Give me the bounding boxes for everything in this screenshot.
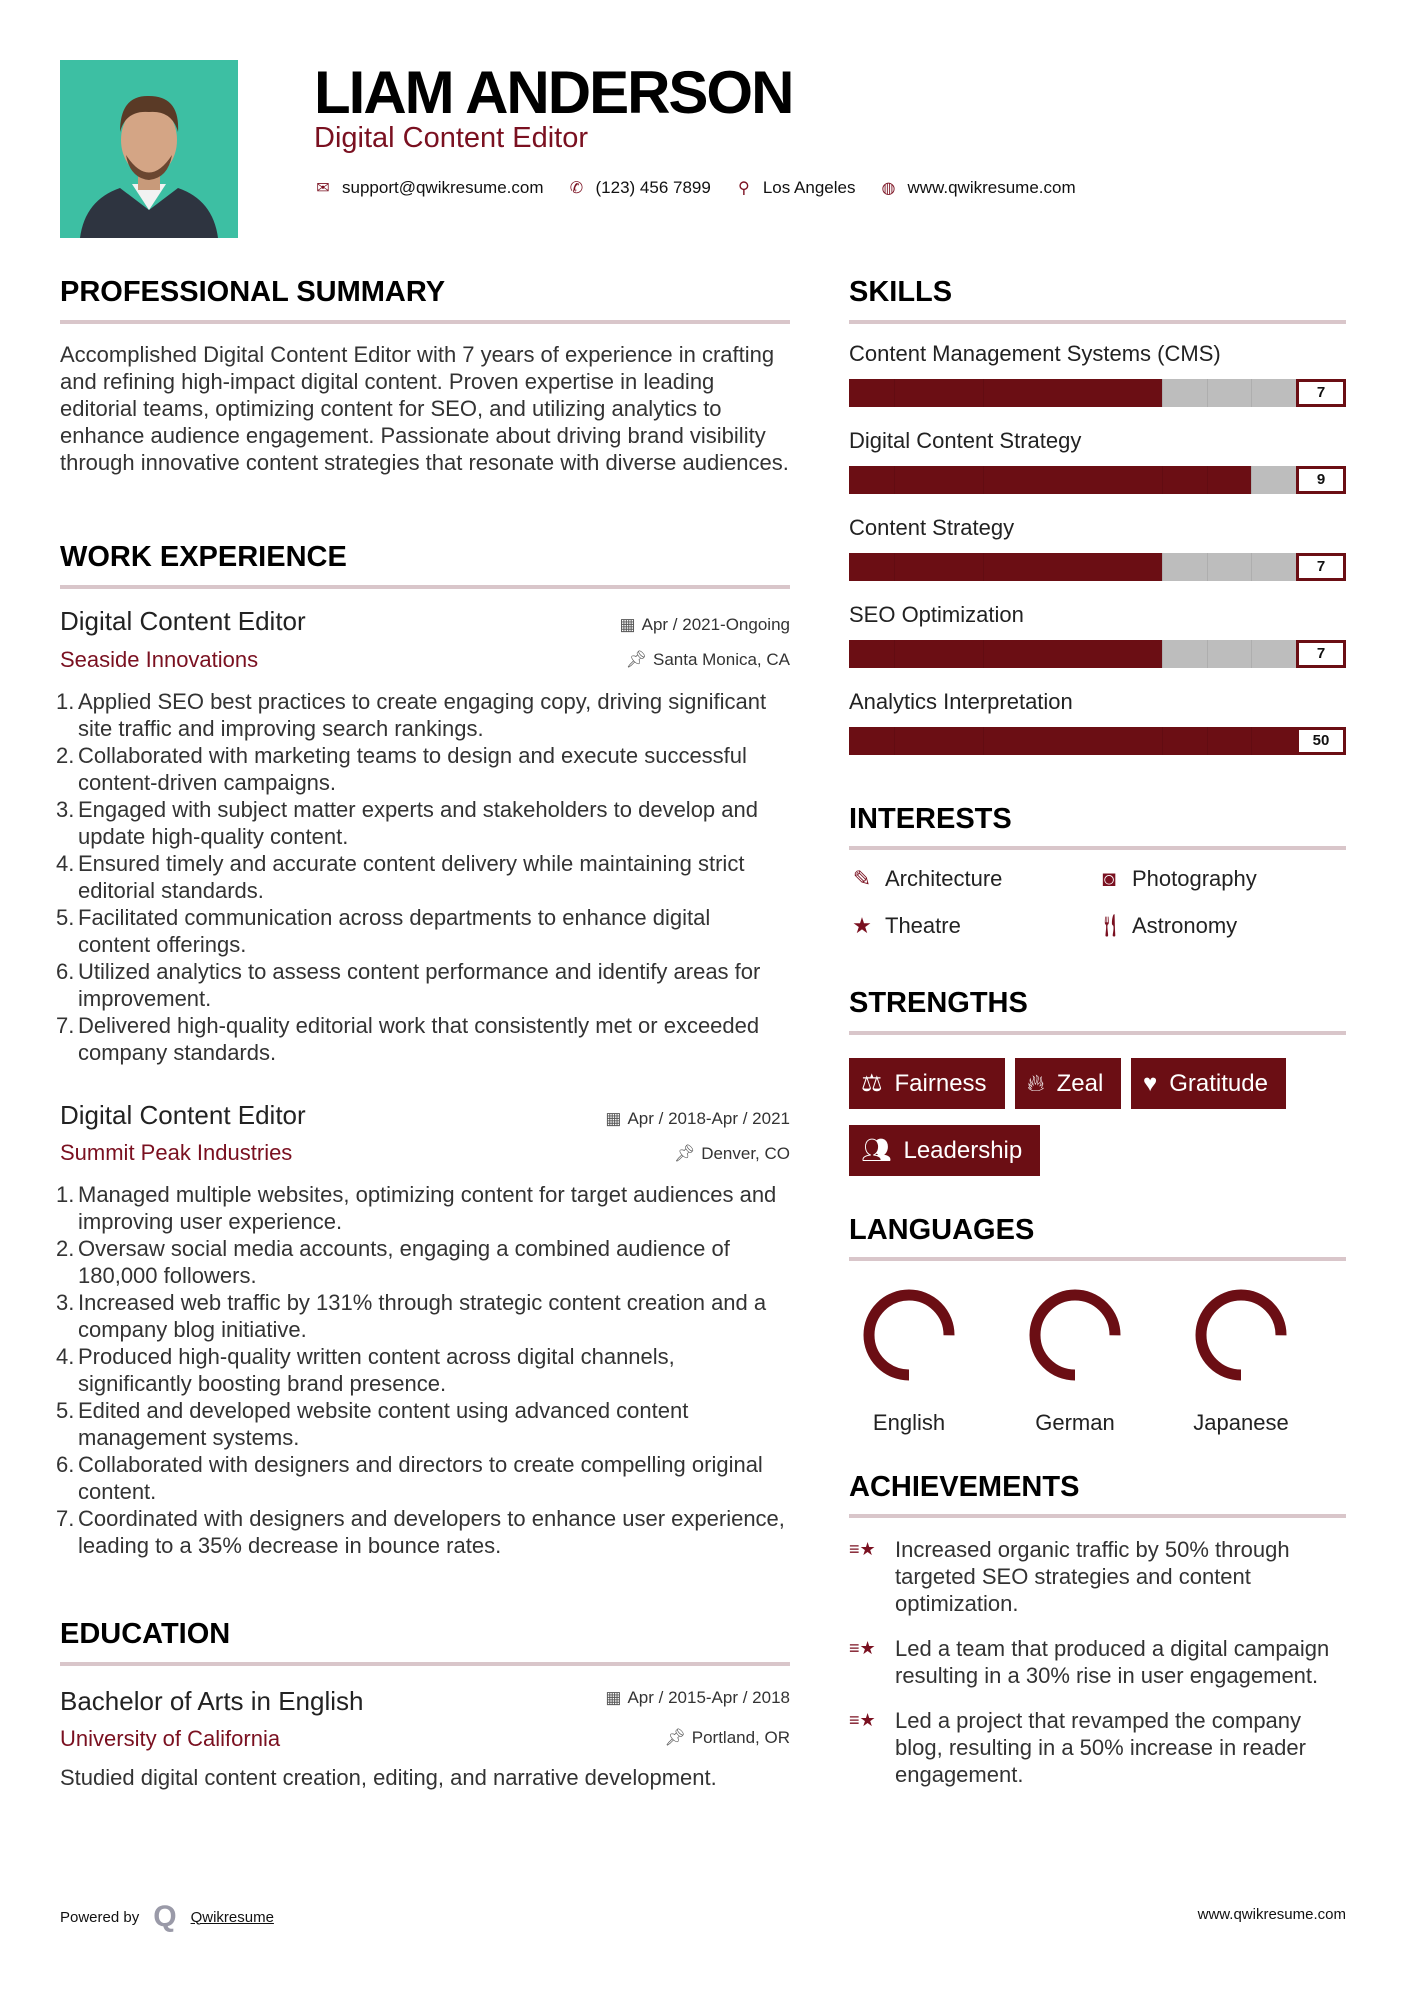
summary-heading: PROFESSIONAL SUMMARY xyxy=(60,276,446,308)
skill-track xyxy=(849,553,1296,581)
achievement-text: Led a team that produced a digital campaign resulting in a 30% rise in user engagement. xyxy=(895,1636,1330,1688)
item-number: 6. xyxy=(56,1452,75,1477)
skill-item xyxy=(849,602,1346,689)
item-text: Facilitated communication across departments to enhance digital content offerings. xyxy=(78,905,711,957)
job-responsibilities xyxy=(56,1181,790,1559)
responsibility-item xyxy=(56,1235,790,1289)
education-date xyxy=(605,1688,790,1708)
candidate-name: LIAM ANDERSON xyxy=(314,59,793,126)
contact-website[interactable]: www.qwikresume.com xyxy=(907,178,1076,197)
skill-segment xyxy=(1162,379,1163,407)
skill-track xyxy=(849,727,1296,755)
utensils-icon: 🍴︎ xyxy=(1096,913,1124,938)
skill-segment xyxy=(1207,379,1208,407)
item-text: Collaborated with marketing teams to design and execute successful content-driven campaigns. xyxy=(78,743,747,795)
job-date xyxy=(620,615,790,635)
job-responsibilities xyxy=(56,688,780,1066)
divider xyxy=(849,1514,1346,1518)
language-item xyxy=(839,1285,979,1436)
interest-item xyxy=(1096,913,1237,939)
skill-bar xyxy=(849,466,1346,494)
language-level-ring xyxy=(1191,1285,1291,1385)
achievement-text: Led a project that revamped the company blog, resulting in a 50% increase in reader engagement. xyxy=(895,1708,1306,1787)
language-name: English xyxy=(872,1410,946,1435)
experience-heading: WORK EXPERIENCE xyxy=(60,541,347,573)
language-name: German xyxy=(1035,1410,1115,1435)
skill-track xyxy=(849,466,1296,494)
interest-label: Photography xyxy=(1132,866,1257,891)
responsibility-item xyxy=(56,1397,790,1451)
language-item xyxy=(1171,1285,1311,1436)
job-role: Digital Content Editor xyxy=(60,1100,306,1130)
skill-value: 9 xyxy=(1296,466,1346,494)
responsibility-item xyxy=(56,1451,790,1505)
skill-segment xyxy=(983,466,984,494)
skill-segment xyxy=(894,379,895,407)
item-text: Coordinated with designers and developers to enhance user experience, leading to a 35% decrease in bounce rates. xyxy=(78,1506,785,1558)
footer-powered xyxy=(60,1900,274,1934)
job-company: Summit Peak Industries xyxy=(60,1140,293,1165)
achievement-item xyxy=(849,1536,1346,1617)
divider xyxy=(60,320,790,324)
language-item xyxy=(1005,1285,1145,1436)
globe-icon: ◍ xyxy=(881,180,896,197)
contact-row xyxy=(314,178,1090,198)
skill-track xyxy=(849,640,1296,668)
responsibility-item xyxy=(56,1343,790,1397)
language-level-ring xyxy=(1025,1285,1125,1385)
strength-label: Leadership xyxy=(903,1136,1023,1164)
job-location-text: Denver, CO xyxy=(701,1144,790,1163)
skill-fill xyxy=(849,466,1251,494)
skill-value: 7 xyxy=(1296,640,1346,668)
item-number: 2. xyxy=(56,1236,75,1261)
responsibility-item xyxy=(56,742,780,796)
skill-value: 50 xyxy=(1296,727,1346,755)
language-name: Japanese xyxy=(1193,1410,1289,1435)
item-number: 1. xyxy=(56,689,75,714)
skill-segment xyxy=(894,727,895,755)
interest-item xyxy=(1096,866,1257,892)
skill-bar xyxy=(849,640,1346,668)
item-text: Produced high-quality written content across digital channels, significantly boosting brand presence. xyxy=(78,1344,675,1396)
skill-segment xyxy=(1207,727,1208,755)
item-text: Ensured timely and accurate content delivery while maintaining strict editorial standards. xyxy=(78,851,745,903)
strength-badge xyxy=(1131,1058,1286,1109)
interest-item xyxy=(849,913,961,939)
envelope-icon: ✉ xyxy=(316,180,330,197)
skill-segment xyxy=(1207,640,1208,668)
achievement-item xyxy=(849,1635,1346,1689)
job-date-text: Apr / 2018-Apr / 2021 xyxy=(627,1109,790,1128)
divider xyxy=(849,320,1346,324)
language-level-ring xyxy=(859,1285,959,1385)
summary-text: Accomplished Digital Content Editor with 7 years of experience in crafting and refining high-impact digital content. Proven expertise in leading editorial teams, optimizing content for SEO, and utilizing analytics to enhance audience engagement. Passionate about driving brand visibility through innovative content strategies that resonate with diverse audiences. xyxy=(60,342,789,475)
skill-segment xyxy=(983,727,984,755)
interest-label: Theatre xyxy=(885,913,961,938)
pin-icon: 📌︎ xyxy=(664,1728,686,1747)
responsibility-item xyxy=(56,796,780,850)
skill-fill xyxy=(849,727,1296,755)
skill-bar xyxy=(849,379,1346,407)
camera-icon: ◙ xyxy=(1102,866,1116,891)
interest-label: Architecture xyxy=(885,866,1003,891)
calendar-icon: ▦ xyxy=(605,1109,622,1128)
skill-segment xyxy=(1207,553,1208,581)
responsibility-item xyxy=(56,850,780,904)
skill-segment xyxy=(1251,640,1252,668)
strength-label: Gratitude xyxy=(1169,1069,1268,1097)
education-location-text: Portland, OR xyxy=(691,1728,790,1747)
skill-segment xyxy=(1251,727,1252,755)
heart-icon: ♥ xyxy=(1143,1069,1158,1097)
skill-item xyxy=(849,515,1346,602)
languages-list xyxy=(839,1285,1311,1436)
achievements-heading: ACHIEVEMENTS xyxy=(849,1471,1080,1503)
divider xyxy=(60,585,790,589)
job-date-text: Apr / 2021-Ongoing xyxy=(641,615,790,634)
strength-label: Fairness xyxy=(894,1069,987,1097)
item-number: 4. xyxy=(56,851,75,876)
education-date-text: Apr / 2015-Apr / 2018 xyxy=(627,1688,790,1707)
skill-item xyxy=(849,341,1346,428)
qwikresume-logo-icon: Q xyxy=(153,1900,177,1933)
item-text: Managed multiple websites, optimizing content for target audiences and improving user experience. xyxy=(78,1182,777,1234)
skill-track xyxy=(849,379,1296,407)
skill-value: 7 xyxy=(1296,553,1346,581)
skill-segment xyxy=(1207,466,1208,494)
item-number: 2. xyxy=(56,743,75,768)
pin-icon: 📌︎ xyxy=(673,1144,696,1163)
shooting-star-icon: ≡★ xyxy=(849,1710,876,1730)
item-text: Collaborated with designers and directors to create compelling original content. xyxy=(78,1452,763,1504)
calendar-icon: ▦ xyxy=(605,1688,622,1707)
job-date xyxy=(605,1109,790,1129)
skill-segment xyxy=(894,553,895,581)
divider xyxy=(849,1031,1346,1035)
skill-segment xyxy=(1251,553,1252,581)
degree: Bachelor of Arts in English xyxy=(60,1686,364,1716)
item-number: 4. xyxy=(56,1344,75,1369)
skill-name: Content Strategy xyxy=(849,515,1015,540)
education-heading: EDUCATION xyxy=(60,1618,231,1650)
star-icon: ★ xyxy=(852,913,872,938)
skill-segment xyxy=(983,553,984,581)
ruler-icon: ✎ xyxy=(852,866,872,891)
education-description: Studied digital content creation, editing, and narrative development. xyxy=(60,1765,717,1790)
strength-label: Zeal xyxy=(1056,1069,1104,1097)
profile-photo xyxy=(60,60,238,238)
skill-fill xyxy=(849,640,1162,668)
item-number: 5. xyxy=(56,1398,75,1423)
skill-segment xyxy=(983,640,984,668)
skill-fill xyxy=(849,379,1162,407)
calendar-icon: ▦ xyxy=(619,615,636,634)
skill-name: Content Management Systems (CMS) xyxy=(849,341,1221,366)
skill-name: Analytics Interpretation xyxy=(849,689,1073,714)
skill-name: SEO Optimization xyxy=(849,602,1024,627)
skill-item xyxy=(849,428,1346,515)
skill-segment xyxy=(1162,640,1163,668)
job-location xyxy=(674,1144,790,1164)
interests-heading: INTERESTS xyxy=(849,803,1012,835)
skill-bar xyxy=(849,727,1346,755)
skill-segment xyxy=(1251,379,1252,407)
skill-name: Digital Content Strategy xyxy=(849,428,1082,453)
skill-segment xyxy=(983,379,984,407)
skill-segment xyxy=(1162,553,1163,581)
users-icon: 👥︎ xyxy=(861,1137,892,1164)
shooting-star-icon: ≡★ xyxy=(849,1638,876,1658)
skill-segment xyxy=(1251,466,1252,494)
item-text: Increased web traffic by 131% through strategic content creation and a company blog initiative. xyxy=(78,1290,767,1342)
item-number: 1. xyxy=(56,1182,75,1207)
map-pin-icon: ⚲ xyxy=(737,180,750,197)
achievement-item xyxy=(849,1707,1346,1788)
footer-website[interactable]: www.qwikresume.com xyxy=(1197,1906,1346,1923)
responsibility-item xyxy=(56,1181,790,1235)
item-text: Applied SEO best practices to create engaging copy, driving significant site traffic and improving search rankings. xyxy=(78,689,767,741)
responsibility-item xyxy=(56,958,780,1012)
job-location-text: Santa Monica, CA xyxy=(652,650,790,669)
item-number: 6. xyxy=(56,959,75,984)
brand-link[interactable]: Qwikresume xyxy=(190,1908,274,1926)
achievement-text: Increased organic traffic by 50% through targeted SEO strategies and content optimization. xyxy=(895,1537,1290,1616)
item-text: Edited and developed website content using advanced content management systems. xyxy=(78,1398,689,1450)
divider xyxy=(60,1662,790,1666)
skill-segment xyxy=(1162,466,1163,494)
responsibility-item xyxy=(56,1012,780,1066)
scale-icon: ⚖ xyxy=(861,1070,883,1097)
responsibility-item xyxy=(56,904,780,958)
item-number: 7. xyxy=(56,1013,75,1038)
skill-fill xyxy=(849,553,1162,581)
pin-icon: 📌︎ xyxy=(625,650,647,669)
item-text: Delivered high-quality editorial work that consistently met or exceeded company standards. xyxy=(78,1013,760,1065)
responsibility-item xyxy=(56,1505,790,1559)
phone-icon: ✆ xyxy=(569,180,584,197)
item-text: Engaged with subject matter experts and stakeholders to develop and update high-quality content. xyxy=(78,797,758,849)
contact-email[interactable]: support@qwikresume.com xyxy=(342,178,544,197)
item-number: 3. xyxy=(56,797,75,822)
contact-phone[interactable]: (123) 456 7899 xyxy=(595,178,711,197)
item-number: 5. xyxy=(56,905,75,930)
flame-icon: 🔥︎ xyxy=(1027,1069,1045,1097)
item-text: Oversaw social media accounts, engaging a combined audience of 180,000 followers. xyxy=(78,1236,730,1288)
skill-segment xyxy=(1162,727,1163,755)
item-number: 7. xyxy=(56,1506,75,1531)
school: University of California xyxy=(60,1726,281,1751)
job-location xyxy=(625,650,790,670)
skills-heading: SKILLS xyxy=(849,276,953,308)
responsibility-item xyxy=(56,1289,790,1343)
interest-item xyxy=(849,866,1002,892)
strengths-heading: STRENGTHS xyxy=(849,987,1028,1019)
strength-badge xyxy=(849,1125,1040,1176)
strength-badge xyxy=(849,1058,1005,1109)
item-number: 3. xyxy=(56,1290,75,1315)
shooting-star-icon: ≡★ xyxy=(849,1539,876,1559)
candidate-title: Digital Content Editor xyxy=(314,122,589,154)
item-text: Utilized analytics to assess content performance and identify areas for improvement. xyxy=(78,959,761,1011)
skills-list xyxy=(849,341,1346,776)
languages-heading: LANGUAGES xyxy=(849,1214,1035,1246)
achievements-list xyxy=(849,1536,1346,1806)
skill-item xyxy=(849,689,1346,776)
education-location xyxy=(664,1728,790,1748)
powered-by-label: Powered by xyxy=(60,1908,140,1926)
divider xyxy=(849,846,1346,850)
job-company: Seaside Innovations xyxy=(60,647,259,672)
strength-badge xyxy=(1015,1058,1121,1109)
skill-bar xyxy=(849,553,1346,581)
divider xyxy=(849,1257,1346,1261)
interest-label: Astronomy xyxy=(1132,913,1238,938)
skill-segment xyxy=(894,640,895,668)
contact-location: Los Angeles xyxy=(762,178,856,197)
job-role: Digital Content Editor xyxy=(60,606,306,636)
skill-segment xyxy=(894,466,895,494)
responsibility-item xyxy=(56,688,780,742)
skill-value: 7 xyxy=(1296,379,1346,407)
